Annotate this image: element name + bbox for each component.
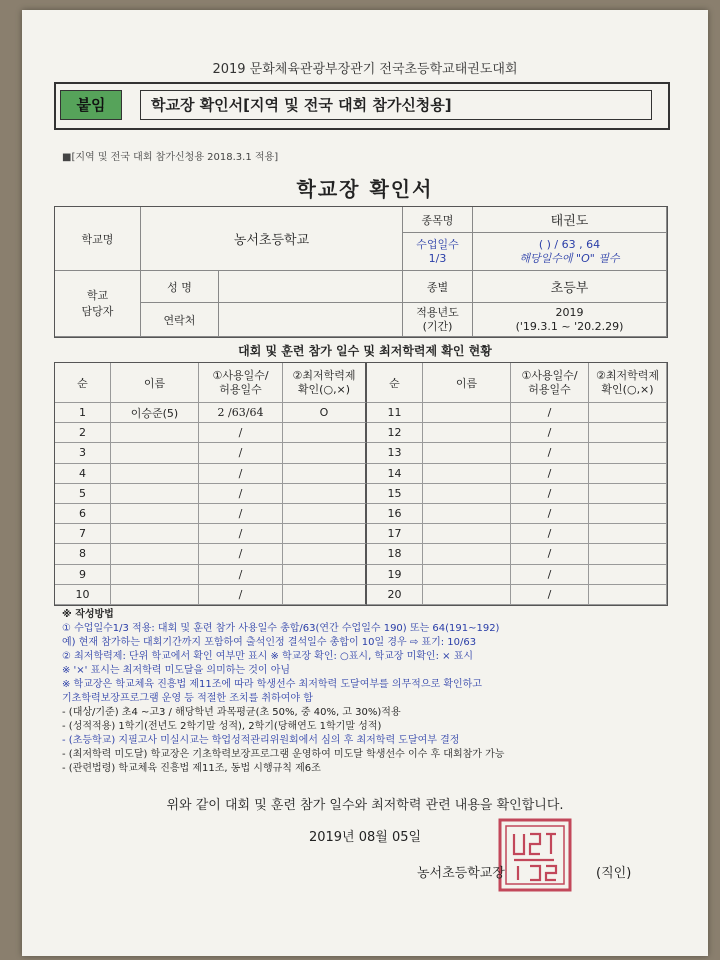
row-name [111,524,199,544]
row-name-right [423,403,511,423]
row-days: / [199,464,283,484]
row-check-right [589,464,667,484]
row-check-right [589,484,667,504]
year-cell [473,303,667,337]
row-name [111,565,199,585]
row-check-right [589,504,667,524]
year-value: 2019 [555,305,584,319]
row-days: 2 /63/64 [199,403,283,423]
row-days: / [199,585,283,605]
participation-table [54,362,668,606]
row-name [111,464,199,484]
row-name [111,504,199,524]
row-days: / [199,524,283,544]
row-check [283,423,367,443]
row-check [283,484,367,504]
instruction-line: - (최저학력 미도달) 학교장은 기초학력보장프로그램 운영하여 미도달 학생선수 이수 후 대회참가 가능 [62,749,505,760]
manager-label: 학교 담당자 [55,271,141,337]
row-name: 이승준(5) [111,403,199,423]
row-number: 9 [55,565,111,585]
contest-title: 2019 문화체육관광부장관기 전국초등학교태권도대회 [212,62,518,77]
school-value: 농서초등학교 [141,207,403,271]
attachment-tag: 붙임 [60,90,122,120]
official-seal-icon [496,816,574,894]
class-days-value: ( ) / 63 , 64 [538,237,601,251]
row-check [283,443,367,463]
header-check-right: ②최저학력제 확인(○,×) [589,363,667,403]
row-number-right: 13 [367,443,423,463]
instruction-line: ① 수업일수1/3 적용: 대회 및 훈련 참가 사용일수 총합/63(연간 수업일수 190) 또는 64(191~192) [62,623,500,634]
document-page [22,10,708,956]
instruction-line: ※ 학교장은 학교체육 진흥법 제11조에 따라 학생선수 최저학력 도달여부를 의무적으로 확인하고 [62,679,482,690]
header-name-right: 이름 [423,363,511,403]
row-number: 3 [55,443,111,463]
row-check-right [589,544,667,564]
header-no-right: 순 [367,363,423,403]
row-days: / [199,443,283,463]
row-name [111,423,199,443]
contact-field [219,303,403,337]
row-name-right [423,504,511,524]
instructions [62,608,692,776]
row-number-right: 12 [367,423,423,443]
row-name [111,585,199,605]
row-check [283,524,367,544]
year-label: 적용년도 (기간) [403,303,473,337]
row-check [283,585,367,605]
header-name: 이름 [111,363,199,403]
row-number-right: 16 [367,504,423,524]
form-note: ■[지역 및 전국 대회 참가신청용 2018.3.1 적용] [62,152,279,163]
section-title: 대회 및 훈련 참가 일수 및 최저학력제 확인 현황 [238,344,492,358]
instructions-heading: ※ 작성방법 [62,609,114,620]
instruction-line: - (성적적용) 1학기(전년도 2학기말 성적), 2학기(당해연도 1학기말 성적) [62,721,382,732]
year-period: ('19.3.1 ~ '20.2.29) [515,319,624,333]
row-days: / [199,544,283,564]
instruction-line: 예) 현재 참가하는 대회기간까지 포함하여 출석인정 결석일수 총합이 10일 경우 ⇨ 표기: 10/63 [62,637,477,648]
row-days-right: / [511,524,589,544]
instruction-line: - (초등학교) 지필고사 미실시교는 학업성적관리위원회에서 심의 후 최저학력 도달여부 결정 [62,735,460,746]
row-days-right: / [511,585,589,605]
attachment-title: 학교장 확인서[지역 및 전국 대회 참가신청용] [140,90,652,120]
row-days: / [199,423,283,443]
row-number: 4 [55,464,111,484]
row-name-right [423,423,511,443]
instruction-line: - (관련법령) 학교체육 진흥법 제11조, 동법 시행규칙 제6조 [62,763,321,774]
row-days-right: / [511,443,589,463]
class-days-note: 해당일수에 "O" 필수 [519,251,620,265]
category-value: 초등부 [473,271,667,303]
row-days-right: / [511,504,589,524]
row-check [283,544,367,564]
row-name-right [423,544,511,564]
page-title: 학교장 확인서 [296,177,434,201]
header-days-right: ①사용일수/ 허용일수 [511,363,589,403]
row-days-right: / [511,403,589,423]
row-check [283,504,367,524]
row-days-right: / [511,544,589,564]
sport-value: 태권도 [473,207,667,233]
instruction-line: ② 최저학력제: 단위 학교에서 확인 여부만 표시 ※ 학교장 확인: ○표시, 학교장 미확인: × 표시 [62,651,474,662]
row-number: 6 [55,504,111,524]
row-check-right [589,423,667,443]
row-number-right: 15 [367,484,423,504]
category-label: 종별 [403,271,473,303]
row-number: 2 [55,423,111,443]
sport-label: 종목명 [403,207,473,233]
instruction-line: - (대상/기준) 초4 ~고3 / 해당학년 과목평균(초 50%, 중 40%, 고 30%)적용 [62,707,401,718]
row-days-right: / [511,565,589,585]
row-name [111,443,199,463]
instruction-line: ※ '×' 표시는 최저학력 미도달을 의미하는 것이 아님 [62,665,291,676]
header-no: 순 [55,363,111,403]
row-check-right [589,443,667,463]
row-days-right: / [511,484,589,504]
row-name-right [423,443,511,463]
row-days-right: / [511,423,589,443]
school-principal: 농서초등학교장 [417,866,505,881]
confirm-statement: 위와 같이 대회 및 훈련 참가 일수와 최저학력 관련 내용을 확인합니다. [166,798,564,813]
class-days-label: 수업일수 1/3 [403,233,473,271]
class-days-cell [473,233,667,271]
school-label: 학교명 [55,207,141,271]
row-check [283,565,367,585]
row-name-right [423,464,511,484]
row-number: 7 [55,524,111,544]
row-name-right [423,524,511,544]
name-field [219,271,403,303]
row-number-right: 14 [367,464,423,484]
contact-label: 연락처 [141,303,219,337]
instruction-line: 기초학력보장프로그램 운영 등 적절한 조치를 취하여야 함 [62,693,313,704]
row-number-right: 18 [367,544,423,564]
row-check [283,464,367,484]
row-name-right [423,585,511,605]
official-seal-label: (직인) [596,866,632,881]
row-check-right [589,403,667,423]
row-number-right: 19 [367,565,423,585]
row-number: 5 [55,484,111,504]
row-name-right [423,484,511,504]
row-days: / [199,565,283,585]
row-number: 8 [55,544,111,564]
row-name [111,544,199,564]
row-number: 1 [55,403,111,423]
row-check-right [589,565,667,585]
row-days: / [199,484,283,504]
row-number-right: 20 [367,585,423,605]
row-name [111,484,199,504]
row-number: 10 [55,585,111,605]
row-number-right: 17 [367,524,423,544]
school-info-table [54,206,668,338]
row-name-right [423,565,511,585]
row-check: O [283,403,367,423]
row-days: / [199,504,283,524]
row-check-right [589,524,667,544]
sign-date: 2019년 08월 05일 [308,830,422,845]
row-days-right: / [511,464,589,484]
row-check-right [589,585,667,605]
row-number-right: 11 [367,403,423,423]
header-days: ①사용일수/ 허용일수 [199,363,283,403]
header-check: ②최저학력제 확인(○,×) [283,363,367,403]
name-label: 성 명 [141,271,219,303]
